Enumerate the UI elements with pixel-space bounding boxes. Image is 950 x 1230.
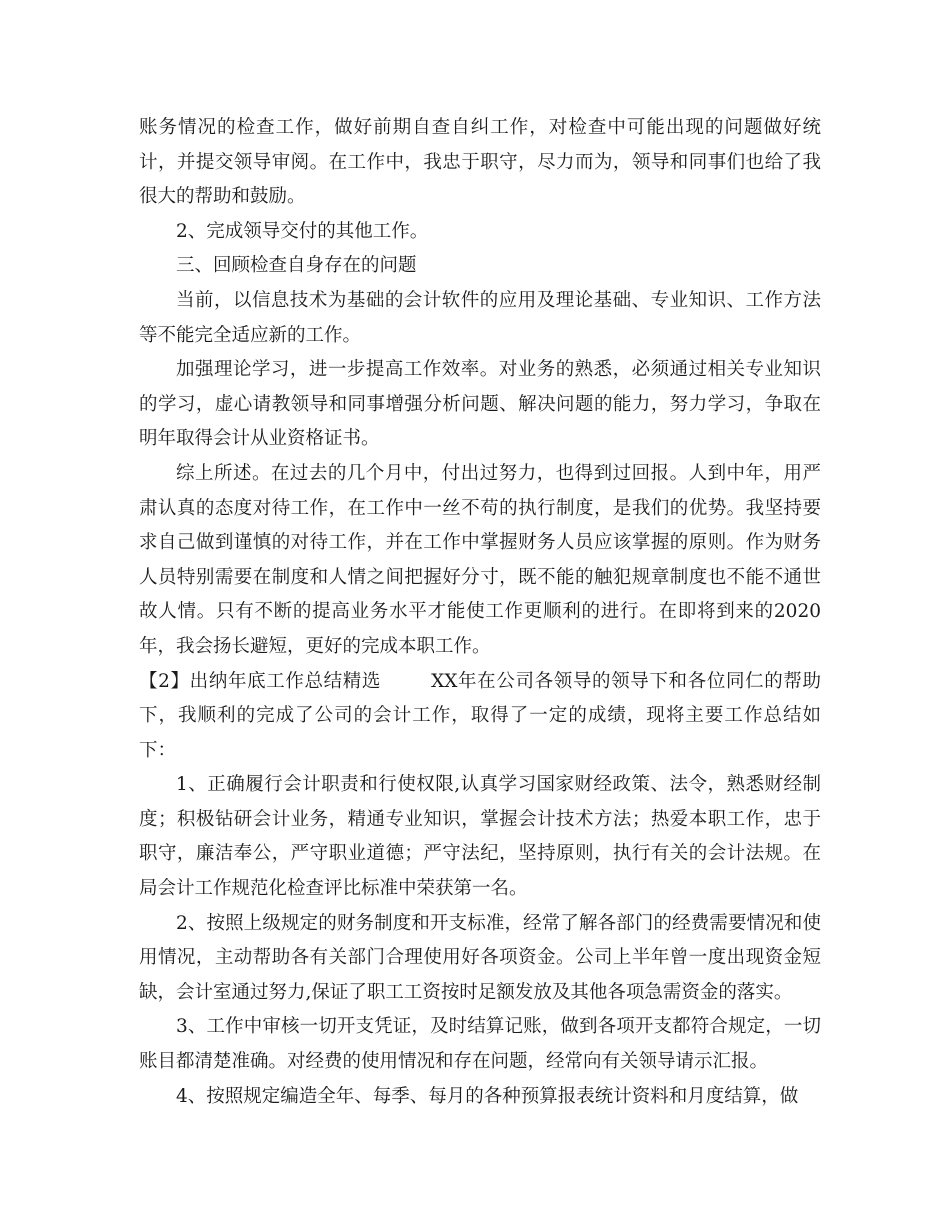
- list-item: 3、工作中审核一切开支凭证，及时结算记账，做到各项开支都符合规定，一切账目都清楚准确。对经费的使用情况和存在问题，经常向有关领导请示汇报。: [139, 1016, 821, 1073]
- section2-intro: [139, 665, 821, 769]
- paragraph: 加强理论学习，进一步提高工作效率。对业务的熟悉，必须通过相关专业知识的学习，虚心请教领导和同事增强分析问题、解决问题的能力，努力学习，争取在明年取得会计从业资格证书。: [139, 359, 821, 450]
- paragraph: 2、完成领导交付的其他工作。: [176, 220, 429, 242]
- list-item: 1、正确履行会计职责和行使权限,认真学习国家财经政策、法令，熟悉财经制度；积极钻研会计业务，精通专业知识，掌握会计技术方法；热爱本职工作，忠于职守，廉洁奉公，严守职业道德；严守法纪，坚持原则，执行有关的会计法规。在局会计工作规范化检查评比标准中荣获第一名。: [139, 774, 821, 900]
- paragraph: 账务情况的检查工作，做好前期自查自纠工作，对检查中可能出现的问题做好统计，并提交领导审阅。在工作中，我忠于职守，尽力而为，领导和同事们也给了我很大的帮助和鼓励。: [139, 117, 821, 208]
- list-item: 2、按照上级规定的财务制度和开支标准，经常了解各部门的经费需要情况和使用情况，主动帮助各有关部门合理使用好各项资金。公司上半年曾一度出现资金短缺，会计室通过努力,保证了职工工资按时足额发放及其他各项急需资金的落实。: [139, 912, 821, 1003]
- section2-heading: 【2】出纳年底工作总结精选: [139, 670, 382, 692]
- section2-lead: XX年在公司各领导的领导下和各位同仁的帮助下，我顺利的完成了公司的会计工作，取得了一定的成绩，现将主要工作总结如下：: [139, 670, 822, 761]
- paragraph: 综上所述。在过去的几个月中，付出过努力，也得到过回报。人到中年，用严肃认真的态度对待工作，在工作中一丝不苟的执行制度，是我们的优势。我坚持要求自己做到谨慎的对待工作，并在工作中掌握财务人员应该掌握的原则。作为财务人员特别需要在制度和人情之间把握好分寸，既不能的触犯规章制度也不能不通世故人情。只有不断的提高业务水平才能使工作更顺利的进行。在即将到来的2020年，我会扬长避短，更好的完成本职工作。: [139, 462, 821, 657]
- list-item: 4、按照规定编造全年、每季、每月的各种预算报表统计资料和月度结算，做: [176, 1085, 799, 1107]
- paragraph: 当前，以信息技术为基础的会计软件的应用及理论基础、专业知识、工作方法等不能完全适应新的工作。: [139, 289, 821, 346]
- document-page: [139, 111, 821, 1114]
- section-heading: 三、回顾检查自身存在的问题: [176, 255, 417, 277]
